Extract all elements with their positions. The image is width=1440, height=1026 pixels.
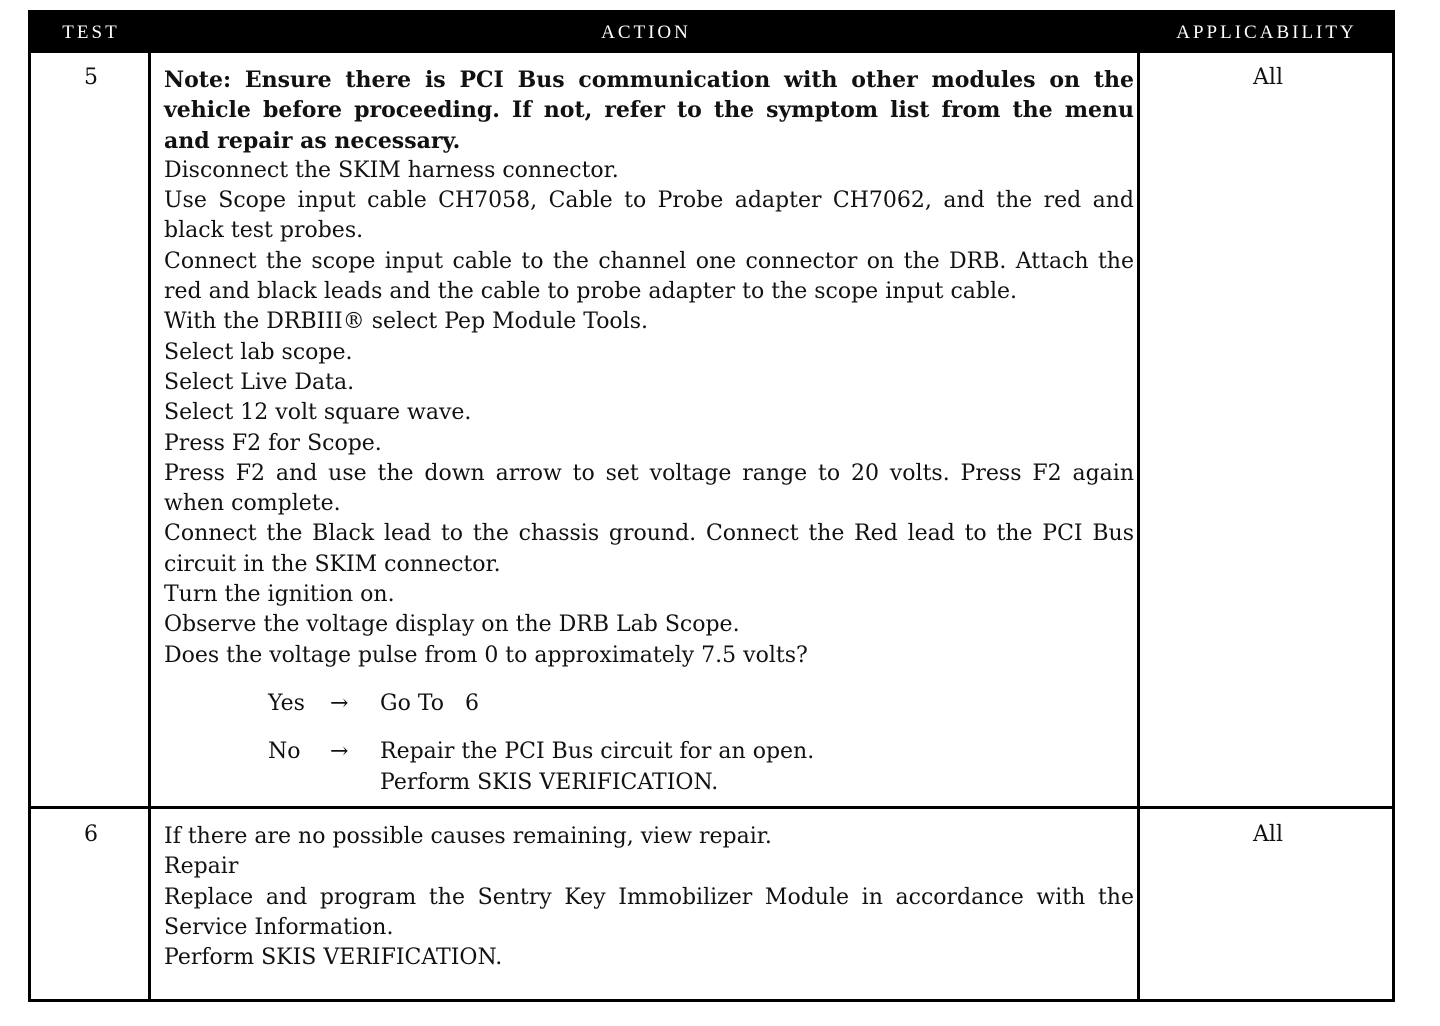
step-text: Connect the scope input cable to the channel one connector on the DRB. Attach the red and black leads and the cable to probe adapter to the scope input cable. <box>164 248 1134 305</box>
step-text: With the DRBIII® select Pep Module Tools. <box>164 309 648 335</box>
header-action: ACTION <box>601 22 691 43</box>
step-text: Press F2 for Scope. <box>164 430 382 456</box>
arrow-right-icon: → <box>330 739 349 765</box>
step-text: Select Live Data. <box>164 369 355 395</box>
applicability-value: All <box>1253 65 1283 90</box>
no-label: No <box>268 739 301 765</box>
no-result-verification: Perform SKIS VERIFICATION. <box>380 769 719 795</box>
step-text: Select 12 volt square wave. <box>164 400 472 426</box>
step-text: Observe the voltage display on the DRB Lab Scope. <box>164 612 740 638</box>
intro-text: If there are no possible causes remaining, view repair. <box>164 824 772 849</box>
column-divider <box>148 53 151 999</box>
test-number: 5 <box>84 65 98 90</box>
diagnostic-table <box>28 10 1395 1002</box>
applicability-value: All <box>1253 822 1283 847</box>
table-header <box>31 13 1392 53</box>
row-divider <box>31 806 1392 809</box>
yes-result: Go To 6 <box>380 690 479 716</box>
header-test: TEST <box>62 22 120 43</box>
step-text: Select lab scope. <box>164 339 353 365</box>
yes-branch <box>164 689 1134 719</box>
step-text: Connect the Black lead to the chassis ground. Connect the Red lead to the PCI Bus circuit in the SKIM connector. <box>164 521 1134 577</box>
step-text: Disconnect the SKIM harness connector. <box>164 157 619 183</box>
yes-label: Yes <box>268 690 305 716</box>
arrow-right-icon: → <box>330 690 349 716</box>
action-cell <box>164 822 1134 973</box>
question-text: Does the voltage pulse from 0 to approximately 7.5 volts? <box>164 642 808 668</box>
header-applicability: APPLICABILITY <box>1176 22 1357 43</box>
no-branch <box>164 737 1134 798</box>
repair-text: Replace and program the Sentry Key Immobilizer Module in accordance with the Service Information. <box>164 884 1134 940</box>
note-text: Note: Ensure there is PCI Bus communication with other modules on the vehicle before proceeding. If not, refer to the symptom list from the menu and repair as necessary. <box>164 67 1134 154</box>
no-result: Repair the PCI Bus circuit for an open. <box>380 739 815 765</box>
action-cell <box>164 65 1134 798</box>
column-divider <box>1137 53 1140 999</box>
test-number: 6 <box>84 822 98 847</box>
step-text: Press F2 and use the down arrow to set voltage range to 20 volts. Press F2 again when complete. <box>164 460 1134 517</box>
step-text: Use Scope input cable CH7058, Cable to Probe adapter CH7062, and the red and black test probes. <box>164 188 1134 244</box>
repair-label: Repair <box>164 854 239 880</box>
step-text: Turn the ignition on. <box>164 582 395 608</box>
repair-verification: Perform SKIS VERIFICATION. <box>164 945 503 971</box>
